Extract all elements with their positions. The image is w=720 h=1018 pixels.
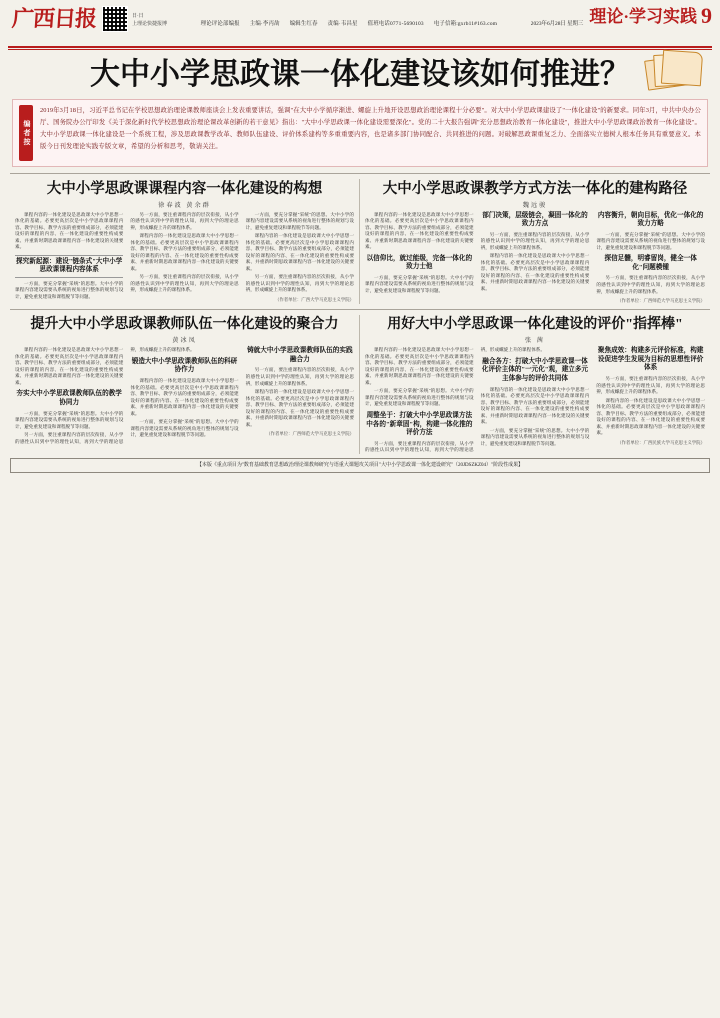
- credit-5: 电子信箱:gxrb11#163.com: [433, 21, 498, 27]
- article-4-para-6: 课程内容的一体化建设是思政课大中小学思想一体化的基础。必要更高层次是中小学思政课课程内容、教学目标、教学方法的重要组成部分，必须能建设好的课程的内容、在一体化建设的重要性构成要素、并重新时期思政课课程内容一体化建设的关键要素。: [596, 397, 705, 436]
- article-2-para-5: 另一方面，要注重课程内容的层次衔接，从小学的感性认识到中学的理性认知，再到大学的理论思辨，形成螺旋上升的课程体系。: [596, 275, 705, 294]
- headline-block: [0, 50, 720, 95]
- article-2-subhead-3: 探信足髓，明睿留岗，健全一体化"问题模锺: [604, 255, 697, 271]
- masthead-rule: [8, 46, 712, 48]
- section-name: 理论·学习实践: [589, 6, 697, 26]
- article-1-subhead-0: 探究新起源：建设"链条式"大中小学思政课课程内容体系: [15, 255, 123, 278]
- article-3-para-0: 课程内容的一体化建设是思政课大中小学思想一体化的基础。必要更高层次是中小学思政课课程内容、教学目标、教学方法的重要组成部分，必须能建设好的课程的内容、在一体化建设的重要性构成要素、并重新时期思政课课程内容一体化建设的关键要素。: [15, 347, 124, 385]
- editors-note-text: 2019年3月18日，习近平总书记在学校思想政治理论课教师座谈会上发表重要讲话，强调"在大中小学循序渐进、螺旋上升地开设思想政治理论课程十分必要"。对大中小学思政课建设了"一体化建设"的新要求。同年3月，中共中央办公厅、国务院办公厅印发《关于深化新时代学校思想政治理论课改革创新的若干意见》指出："大中小学思政课一体化建设需要深化"。党的二十大报告强调"充分思想政治教育一体化建设"，推进大中小学思政课政治教育一体化建设"。大中小学思政课一体化建设是一个系统工程，涉及思政课教学改革、教师队伍建设、评价体系建构等多重重要内容，也是诸多部门协同配合、共同推进的问题。对破解思政课重复乏力、全面落实立德树人根本任务具有重要意义。本版今日刊发理论实践专版文章，希望的分析和思考，敬请关注。: [40, 107, 701, 150]
- editors-note-tag: 编者按: [19, 105, 33, 161]
- article-1-para-5: 一方面，要充分掌握"采统"的思想。大中小学的课程内容建设需要从系统的视角进行整体的规划与设计，避免重复建设和课程脱节等问题。: [245, 211, 354, 230]
- article-4-body: [365, 347, 705, 453]
- article-1-para-0: 课程内容的一体化建设是思政课大中小学思想一体化的基础。必要更高层次是中小学思政课课程内容、教学目标、教学方法的重要组成部分，必须能建设好的课程的内容、在一体化建设的重要性构成要素、并重新时期思政课课程内容一体化建设的关键要素。: [15, 211, 124, 250]
- article-4-subhead-2: 聚焦成效：构建多元评价标准，构建设促进学生发展为目标的思想性评价体系: [597, 347, 704, 372]
- article-1-para-1: 一方面，要充分掌握"采统"的思想。大中小学的课程内容建设需要从系统的视角进行整体的规划与设计，避免重复建设和课程脱节等问题。: [15, 280, 124, 299]
- article-1: [10, 179, 360, 304]
- article-2: [360, 179, 710, 304]
- article-2-para-3: 课程内容的一体化建设是思政课大中小学思想一体化的基础。必要更高层次是中小学思政课课程内容、教学目标、教学方法的重要组成部分，必须能建设好的课程的内容、在一体化建设的重要性构成要素、并重新时期思政课课程内容一体化建设的关键要素。: [480, 253, 590, 291]
- article-4-subhead-0: 周整坐于：打破大中小学思政课方法中各的"新章固"构，构建一体化推的评价方法: [366, 412, 473, 437]
- article-2-para-2: 另一方面，要注重课程内容的层次衔接，从小学的感性认识到中学的理性认知，再到大学的理论思辨，形成螺旋上升的课程体系。: [480, 231, 590, 250]
- divider-top: [10, 173, 710, 174]
- divider-middle: [10, 309, 710, 310]
- article-4-para-3: 课程内容的一体化建设是思政课大中小学思想一体化的基础。必要更高层次是中小学思政课课程内容、教学目标、教学方法的重要组成部分，必须能建设好的课程的内容、在一体化建设的重要性构成要素、并重新时期思政课课程内容一体化建设的关键要素。: [480, 386, 590, 425]
- article-1-para-3: 课程内容的一体化建设是思政课大中小学思想一体化的基础。必要更高层次是中小学思政课课程内容、教学目标、教学方法的重要组成部分，必须能建设好的课程的内容、在一体化建设的重要性构成要素、并重新时期思政课课程内容一体化建设的关键要素。: [130, 233, 239, 271]
- article-3-byline: 黄冰凤: [172, 337, 197, 345]
- article-1-credit: （作者单位：广西大学马克思主义学院）: [274, 296, 354, 302]
- masthead-meta: [132, 10, 167, 28]
- article-4-para-2: 另一方面，要注重课程内容的层次衔接，从小学的感性认识到中学的理性认知，再到大学的理论思辨，形成螺旋上升的课程体系。: [365, 347, 545, 453]
- masthead-meta-line-2: 上理论快捷报博: [132, 21, 168, 27]
- article-2-body: [365, 212, 705, 305]
- article-3-credit: （作者单位：广西师范大学马克思主义学院）: [266, 431, 354, 437]
- article-1-para-4: 另一方面，要注重课程内容的层次衔接，从小学的感性认识到中学的理性认知，再到大学的理论思辨，形成螺旋上升的课程体系。: [130, 274, 239, 293]
- article-3-subhead-1: 锻造大中小学思政课教师队伍的科研协作力: [131, 357, 238, 374]
- credit-3: 责编·韦昌星: [327, 21, 358, 27]
- masthead-credits: [167, 5, 531, 27]
- article-2-byline: 魏远骏: [522, 201, 548, 209]
- qr-code-icon[interactable]: [102, 6, 128, 32]
- article-2-title: 大中小学思政课教学方式方法一体化的建构路径: [382, 181, 688, 197]
- masthead: [0, 0, 720, 46]
- article-3-body: [15, 347, 354, 445]
- article-1-body: [15, 212, 354, 303]
- project-footnote: 【本版《重点项目为"数育基础教育思想政治理论课教师研究与语重大课题攻关项目"大中小学思政课一体化建设研究"（20JDSZKZ04）"阶段性成果】: [10, 458, 710, 474]
- publication-date: 2023年6月28日 星期三: [530, 21, 584, 27]
- article-4: [360, 315, 710, 453]
- article-3-para-3: 课程内容的一体化建设是思政课大中小学思想一体化的基础。必要更高层次是中小学思政课课程内容、教学目标、教学方法的重要组成部分，必须能建设好的课程的内容、在一体化建设的重要性构成要素、并重新时期思政课课程内容一体化建设的关键要素。: [130, 378, 239, 416]
- credit-2: 编辑生红春: [289, 21, 318, 27]
- credit-4: 值班电话0771-5690103: [367, 21, 424, 27]
- article-3-para-5: 另一方面，要注重课程内容的层次衔接，从小学的感性认识到中学的理性认知，再到大学的理论思辨，形成螺旋上升的课程体系。: [245, 367, 354, 386]
- section-header: [589, 5, 712, 27]
- article-4-title: 用好大中小学思政课一体化建设的评价"指挥棒": [387, 317, 683, 333]
- article-2-subhead-1: 部门决策，层级链会，凝固一体化的致力方点: [482, 211, 588, 228]
- article-2-para-4: 一方面，要充分掌握"采统"的思想。大中小学的课程内容建设需要从系统的视角进行整体的规划与设计，避免重复建设和课程脱节等问题。: [596, 231, 705, 250]
- page-title: 大中小学思政课一体化建设该如何推进？: [90, 58, 630, 91]
- article-3: [10, 315, 360, 453]
- open-book-icon: [644, 50, 706, 92]
- article-4-para-1: 一方面，要充分掌握"采统"的思想。大中小学的课程内容建设需要从系统的视角进行整体的规划与设计，避免重复建设和课程脱节等问题。: [365, 388, 474, 407]
- article-4-para-5: 另一方面，要注重课程内容的层次衔接，从小学的感性认识到中学的理性认知，再到大学的理论思辨，形成螺旋上升的课程体系。: [596, 376, 705, 395]
- article-4-para-0: 课程内容的一体化建设是思政课大中小学思想一体化的基础。必要更高层次是中小学思政课课程内容、教学目标、教学方法的重要组成部分，必须能建设好的课程的内容、在一体化建设的重要性构成要素、并重新时期思政课课程内容一体化建设的关键要素。: [365, 347, 474, 385]
- paper-name: 广西日报: [11, 6, 97, 31]
- article-2-subhead-0: 以信仰比，就过能级，完备一体化的致力士他: [366, 254, 473, 271]
- editors-note: [12, 99, 708, 167]
- article-3-para-2: 另一方面，要注重课程内容的层次衔接，从小学的感性认识到中学的理性认知，再到大学的理论思辨，形成螺旋上升的课程体系。: [15, 347, 195, 444]
- article-1-para-6: 课程内容的一体化建设是思政课大中小学思想一体化的基础。必要更高层次是中小学思政课课程内容、教学目标、教学方法的重要组成部分，必须能建设好的课程的内容、在一体化建设的重要性构成要素、并重新时期思政课课程内容一体化建设的关键要素。: [245, 233, 354, 271]
- credit-0: 理论评论部编报: [200, 21, 240, 27]
- article-3-para-6: 课程内容的一体化建设是思政课大中小学思想一体化的基础。必要更高层次是中小学思政课课程内容、教学目标、教学方法的重要组成部分，必须能建设好的课程的内容、在一体化建设的重要性构成要素、并重新时期思政课课程内容一体化建设的关键要素。: [245, 389, 354, 427]
- article-2-para-1: 一方面，要充分掌握"采统"的思想。大中小学的课程内容建设需要从系统的视角进行整体的规划与设计，避免重复建设和课程脱节等问题。: [365, 274, 474, 293]
- article-4-byline: 张 茜: [525, 337, 545, 345]
- article-4-subhead-1: 融合各方：打破大中小学思政课一体化评价主体的"一元化"观，建立多元主体参与的评价共同体: [481, 357, 589, 382]
- article-4-para-4: 一方面，要充分掌握"采统"的思想。大中小学的课程内容建设需要从系统的视角进行整体的规划与设计，避免重复建设和课程脱节等问题。: [480, 427, 590, 446]
- article-2-subhead-2: 内容衡升，朝向目标，优化一体化的致力方略: [597, 211, 704, 228]
- paper-logo: [8, 5, 167, 33]
- top-articles-region: [0, 179, 720, 304]
- credit-1: 主编·李丙劼: [249, 21, 280, 27]
- article-3-title: 提升大中小学思政课教师队伍一体化建设的聚合力: [30, 317, 339, 333]
- article-3-subhead-2: 铸就大中小学思政课教师队伍的实践融合力: [247, 347, 353, 363]
- article-3-para-1: 一方面，要充分掌握"采统"的思想。大中小学的课程内容建设需要从系统的视角进行整体的规划与设计，避免重复建设和课程脱节等问题。: [15, 410, 124, 429]
- page-number: 9: [701, 3, 712, 28]
- article-1-para-2: 另一方面，要注重课程内容的层次衔接，从小学的感性认识到中学的理性认知，再到大学的理论思辨，形成螺旋上升的课程体系。: [130, 211, 239, 230]
- article-2-para-0: 课程内容的一体化建设是思政课大中小学思想一体化的基础。必要更高层次是中小学思政课课程内容、教学目标、教学方法的重要组成部分，必须能建设好的课程的内容、在一体化建设的重要性构成要素、并重新时期思政课课程内容一体化建设的关键要素。: [365, 211, 474, 250]
- article-1-byline: 徐春波 黄余群: [158, 201, 211, 209]
- article-1-title: 大中小学思政课课程内容一体化建设的构想: [46, 181, 323, 197]
- article-3-para-4: 一方面，要充分掌握"采统"的思想。大中小学的课程内容建设需要从系统的视角进行整体的规划与设计，避免重复建设和课程脱节等问题。: [130, 419, 239, 438]
- masthead-meta-line-1: 日·日: [132, 14, 144, 19]
- article-3-subhead-0: 夯实大中小学思政课教师队伍的教学协同力: [16, 390, 122, 407]
- article-4-credit: （作者单位：广西民族大学马克思主义学院）: [617, 439, 705, 445]
- article-2-credit: （作者单位：广西师范大学马克思主义学院）: [617, 298, 705, 304]
- bottom-articles-region: [0, 315, 720, 453]
- article-1-para-7: 另一方面，要注重课程内容的层次衔接，从小学的感性认识到中学的理性认知，再到大学的理论思辨，形成螺旋上升的课程体系。: [245, 274, 354, 293]
